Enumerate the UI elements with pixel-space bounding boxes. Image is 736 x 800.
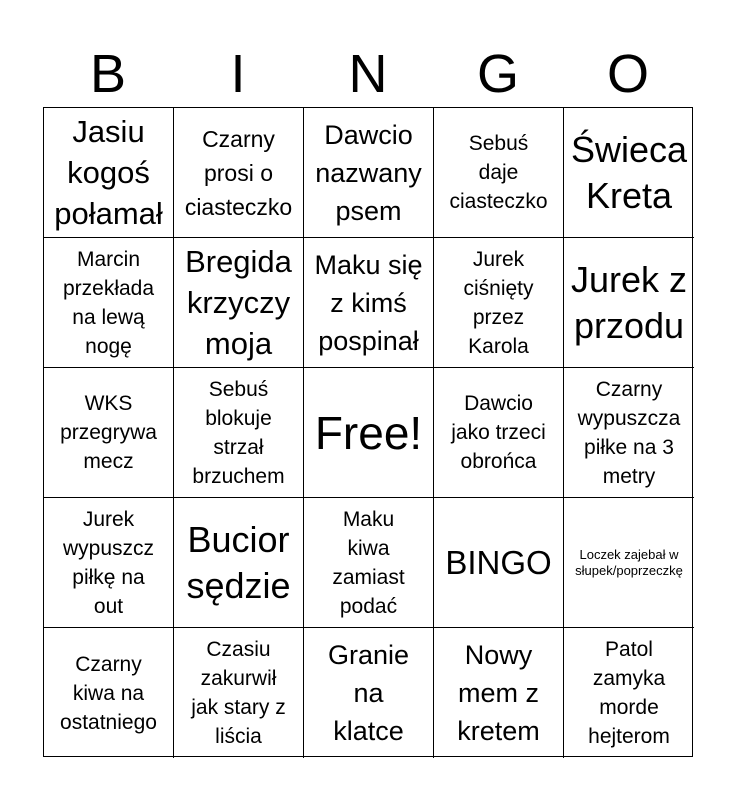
bingo-cell-r2c5[interactable] — [564, 238, 694, 368]
bingo-board — [43, 107, 693, 757]
cell-text: Czarny prosi o ciasteczko — [184, 125, 293, 220]
bingo-cell-r3c1[interactable] — [44, 368, 174, 498]
header-letter-i: I — [230, 44, 246, 104]
bingo-cell-r2c3[interactable] — [304, 238, 434, 368]
cell-text: Jasiu kogoś połamał — [54, 114, 163, 231]
bingo-cell-r5c2[interactable] — [174, 628, 304, 758]
bingo-cell-r1c2[interactable] — [174, 108, 304, 238]
bingo-header — [43, 40, 693, 108]
cell-text: Free! — [314, 406, 423, 459]
header-letter-n: N — [348, 44, 388, 104]
cell-text: Maku kiwa zamiast podać — [332, 507, 405, 618]
cell-text: BINGO — [445, 543, 552, 581]
cell-text: Czarny wypuszcza piłke na 3 metry — [577, 377, 681, 488]
bingo-cell-r3c5[interactable] — [564, 368, 694, 498]
cell-text: Sebuś daje ciasteczko — [449, 132, 548, 213]
cell-text: Czarny kiwa na ostatniego — [60, 652, 157, 734]
bingo-cell-free[interactable] — [304, 368, 434, 498]
header-letter-b: B — [89, 44, 127, 104]
header-letter-g: G — [476, 44, 519, 104]
cell-text: Granie na klatce — [327, 640, 410, 746]
cell-text: Jurek z przodu — [570, 258, 688, 346]
bingo-cell-r2c1[interactable] — [44, 238, 174, 368]
cell-text: Świeca Kreta — [570, 128, 688, 216]
cell-text: Dawcio jako trzeci obrońca — [451, 392, 546, 473]
bingo-cell-r5c5[interactable] — [564, 628, 694, 758]
cell-text: Bregida krzyczy moja — [185, 244, 292, 361]
bingo-cell-r5c4[interactable] — [434, 628, 564, 758]
cell-text: WKS przegrywa mecz — [60, 392, 157, 473]
bingo-cell-r1c3[interactable] — [304, 108, 434, 238]
cell-text: Dawcio nazwany psem — [315, 119, 422, 226]
cell-text: Maku się z kimś pospinał — [314, 249, 423, 356]
cell-text: Marcin przekłada na lewą nogę — [62, 247, 155, 358]
bingo-cell-r4c3[interactable] — [304, 498, 434, 628]
cell-text: Czasiu zakurwił jak stary z liścia — [191, 638, 286, 748]
bingo-cell-r5c1[interactable] — [44, 628, 174, 758]
bingo-cell-r1c4[interactable] — [434, 108, 564, 238]
cell-text: Nowy mem z kretem — [457, 640, 540, 746]
cell-text: Loczek zajebał w słupek/poprzeczkę — [575, 546, 683, 578]
cell-text: Bucior sędzie — [186, 518, 291, 606]
bingo-cell-r3c2[interactable] — [174, 368, 304, 498]
bingo-cell-r1c5[interactable] — [564, 108, 694, 238]
bingo-cell-r3c4[interactable] — [434, 368, 564, 498]
cell-text: Sebuś blokuje strzał brzuchem — [192, 377, 285, 488]
bingo-cell-r1c1[interactable] — [44, 108, 174, 238]
cell-text: Patol zamyka morde hejterom — [588, 638, 670, 748]
bingo-cell-r4c4[interactable] — [434, 498, 564, 628]
bingo-cell-r4c2[interactable] — [174, 498, 304, 628]
header-letter-o: O — [606, 44, 649, 104]
cell-text: Jurek ciśnięty przez Karola — [463, 247, 534, 358]
bingo-cell-r4c5[interactable] — [564, 498, 694, 628]
cell-text: Jurek wypuszcz piłkę na out — [62, 507, 155, 618]
bingo-cell-r4c1[interactable] — [44, 498, 174, 628]
bingo-cell-r2c4[interactable] — [434, 238, 564, 368]
bingo-cell-r2c2[interactable] — [174, 238, 304, 368]
bingo-cell-r5c3[interactable] — [304, 628, 434, 758]
